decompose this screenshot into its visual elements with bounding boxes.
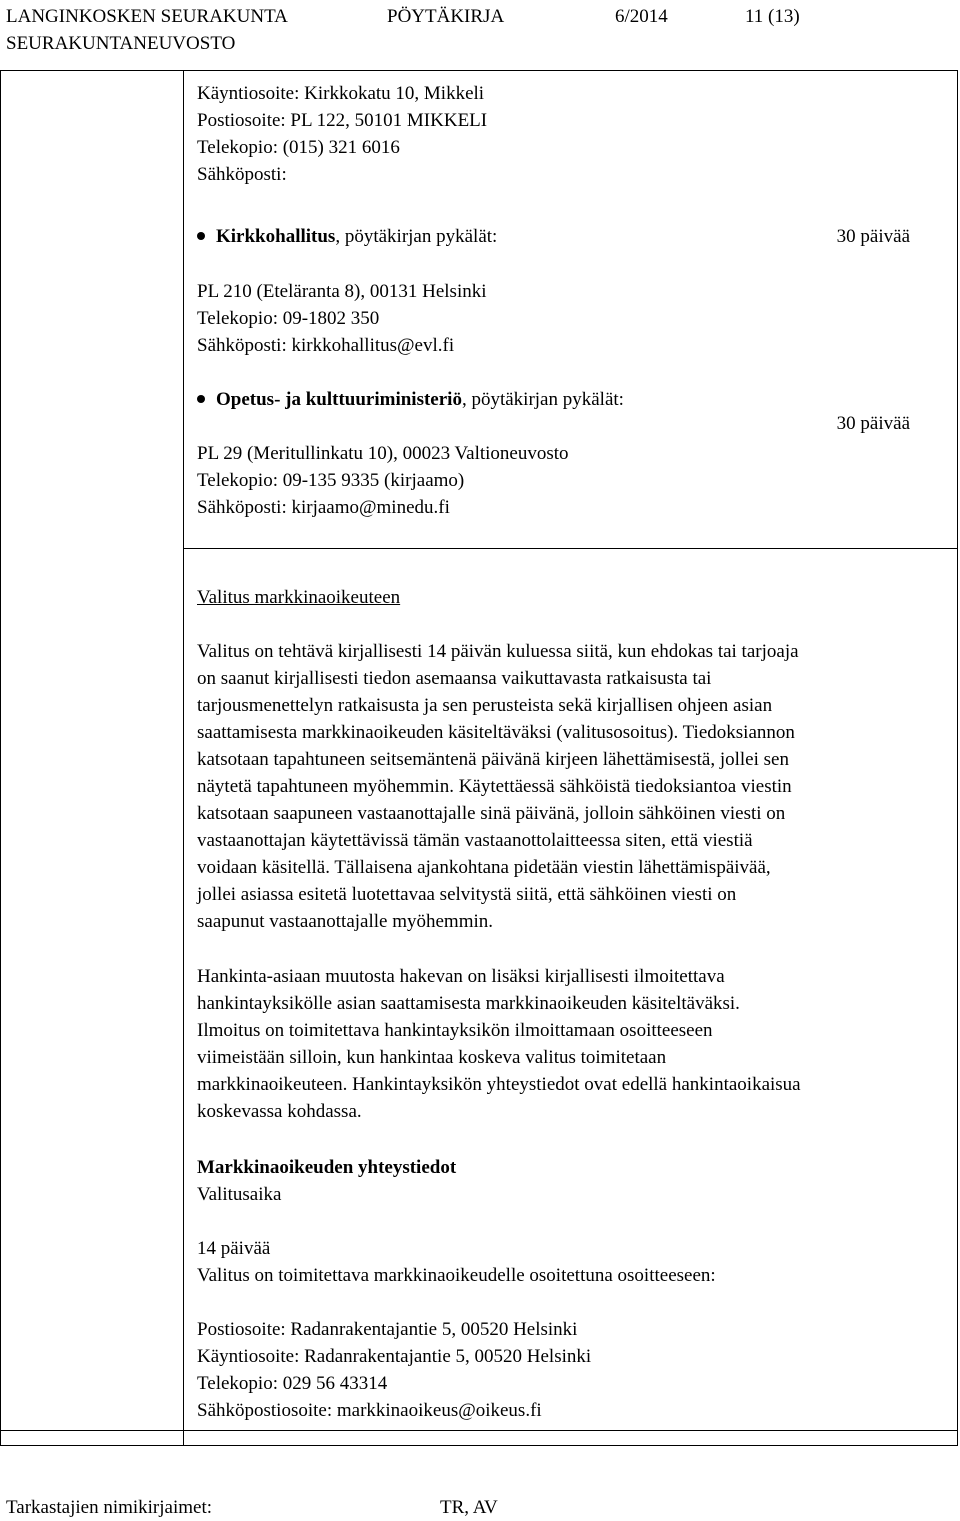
footer-label: Tarkastajien nimikirjaimet: xyxy=(6,1497,213,1518)
okm-name: Opetus- ja kulttuuriministeriö xyxy=(216,389,462,410)
org-name: LANGINKOSKEN SEURAKUNTA xyxy=(6,6,288,27)
footer-initials: TR, AV xyxy=(440,1497,498,1518)
paragraph-1 xyxy=(197,638,949,935)
text-line: Valitus on tehtävä kirjallisesti 14 päivän kuluessa siitä, kun ehdokas tai tarjoaja xyxy=(197,641,799,662)
kirkkohallitus-item xyxy=(197,223,497,250)
address-line: Käyntiosoite: Kirkkokatu 10, Mikkeli xyxy=(197,83,485,104)
address-line: Sähköposti: kirjaamo@minedu.fi xyxy=(197,497,450,518)
table-border-left xyxy=(0,70,1,1446)
address-block-top xyxy=(197,80,487,188)
contact-heading: Markkinaoikeuden yhteystiedot xyxy=(197,1157,457,1178)
text-line: Ilmoitus on toimitettava hankintayksikön ilmoittamaan osoitteeseen xyxy=(197,1020,713,1041)
text-line: voidaan käsitellä. Tällaisena ajankohtana pidetään viestin lähettämispäivää, xyxy=(197,857,771,878)
table-border-top xyxy=(0,70,958,71)
kirkkohallitus-days: 30 päivää xyxy=(836,226,910,247)
valitusaika-section xyxy=(197,1235,716,1289)
address-line: Sähköposti: xyxy=(197,164,287,185)
address-line: PL 210 (Eteläranta 8), 00131 Helsinki xyxy=(197,281,487,302)
text-line: tarjousmenettelyn ratkaisusta ja sen perusteista sekä kirjallisen ohjeen asian xyxy=(197,695,773,716)
text-line: saattamisesta markkinaoikeuden käsiteltäväksi (valitusosoitus). Tiedoksiannon xyxy=(197,722,795,743)
valitusaika-label: Valitusaika xyxy=(197,1184,282,1205)
address-line: Sähköpostiosoite: markkinaoikeus@oikeus.fi xyxy=(197,1400,542,1421)
address-line: Telekopio: (015) 321 6016 xyxy=(197,137,400,158)
text-line: vastaanottajan käytettävissä tämän vastaanottolaitteessa siten, että viestiä xyxy=(197,830,753,851)
okm-address xyxy=(197,440,569,521)
bullet-icon xyxy=(197,395,205,403)
markkinaoikeus-heading: Valitus markkinaoikeuteen xyxy=(197,587,401,608)
doc-type: PÖYTÄKIRJA xyxy=(387,6,505,27)
valitusaika-value: 14 päivää xyxy=(197,1238,271,1259)
text-line: on saanut kirjallisesti tiedon asemaansa vaikuttavasta ratkaisusta tai xyxy=(197,668,712,689)
okm-days: 30 päivää xyxy=(836,413,910,434)
markkinaoikeus-address xyxy=(197,1316,591,1424)
okm-suffix: , pöytäkirjan pykälät: xyxy=(461,389,624,410)
text-line: markkinaoikeuteen. Hankintayksikön yhteystiedot ovat edellä hankintaoikaisua xyxy=(197,1074,801,1095)
table-row-divider xyxy=(0,1430,958,1431)
page-number: 11 (13) xyxy=(745,6,800,27)
text-line: jollei asiassa esitetä luotettavaa selvitystä siitä, että sähköinen viesti on xyxy=(197,884,737,905)
bullet-icon xyxy=(197,232,205,240)
address-line: Sähköposti: kirkkohallitus@evl.fi xyxy=(197,335,455,356)
text-line: saapunut vastaanottajalle myöhemmin. xyxy=(197,911,494,932)
text-line: hankintayksikölle asian saattamisesta markkinaoikeuden käsiteltäväksi. xyxy=(197,993,740,1014)
doc-number: 6/2014 xyxy=(615,6,668,27)
text-line: katsotaan saapuneen vastaanottajalle sinä päivänä, jolloin sähköinen viesti on xyxy=(197,803,786,824)
address-line: Telekopio: 029 56 43314 xyxy=(197,1373,388,1394)
text-line: katsotaan tapahtuneen seitsemäntenä päivänä kirjeen lähettämisestä, jollei sen xyxy=(197,749,789,770)
contact-section xyxy=(197,1154,456,1208)
table-border-bottom xyxy=(0,1445,958,1446)
kirkkohallitus-name: Kirkkohallitus xyxy=(216,226,336,247)
text-line: koskevassa kohdassa. xyxy=(197,1101,362,1122)
kirkkohallitus-suffix: , pöytäkirjan pykälät: xyxy=(335,226,498,247)
section-heading xyxy=(197,584,400,611)
address-line: Käyntiosoite: Radanrakentajantie 5, 00520 Helsinki xyxy=(197,1346,592,1367)
text-line: näytetä tapahtuneen myöhemmin. Käytettäessä sähköistä tiedoksiantoa viestin xyxy=(197,776,792,797)
okm-item xyxy=(197,386,624,413)
address-line: Telekopio: 09-135 9335 (kirjaamo) xyxy=(197,470,465,491)
address-intro: Valitus on toimitettava markkinaoikeudelle osoitettuna osoitteeseen: xyxy=(197,1265,716,1286)
org-name-2: SEURAKUNTANEUVOSTO xyxy=(6,33,236,54)
paragraph-2 xyxy=(197,963,949,1125)
address-line: Postiosoite: Radanrakentajantie 5, 00520 Helsinki xyxy=(197,1319,578,1340)
table-row-divider xyxy=(183,548,958,549)
text-line: viimeistään silloin, kun hankintaa koskeva valitus toimitetaan xyxy=(197,1047,667,1068)
text-line: Hankinta-asiaan muutosta hakevan on lisäksi kirjallisesti ilmoitettava xyxy=(197,966,725,987)
table-column-divider xyxy=(183,70,184,1446)
address-line: Telekopio: 09-1802 350 xyxy=(197,308,380,329)
table-border-right xyxy=(957,70,958,1446)
address-line: Postiosoite: PL 122, 50101 MIKKELI xyxy=(197,110,488,131)
address-line: PL 29 (Meritullinkatu 10), 00023 Valtioneuvosto xyxy=(197,443,569,464)
kirkkohallitus-address xyxy=(197,278,487,359)
